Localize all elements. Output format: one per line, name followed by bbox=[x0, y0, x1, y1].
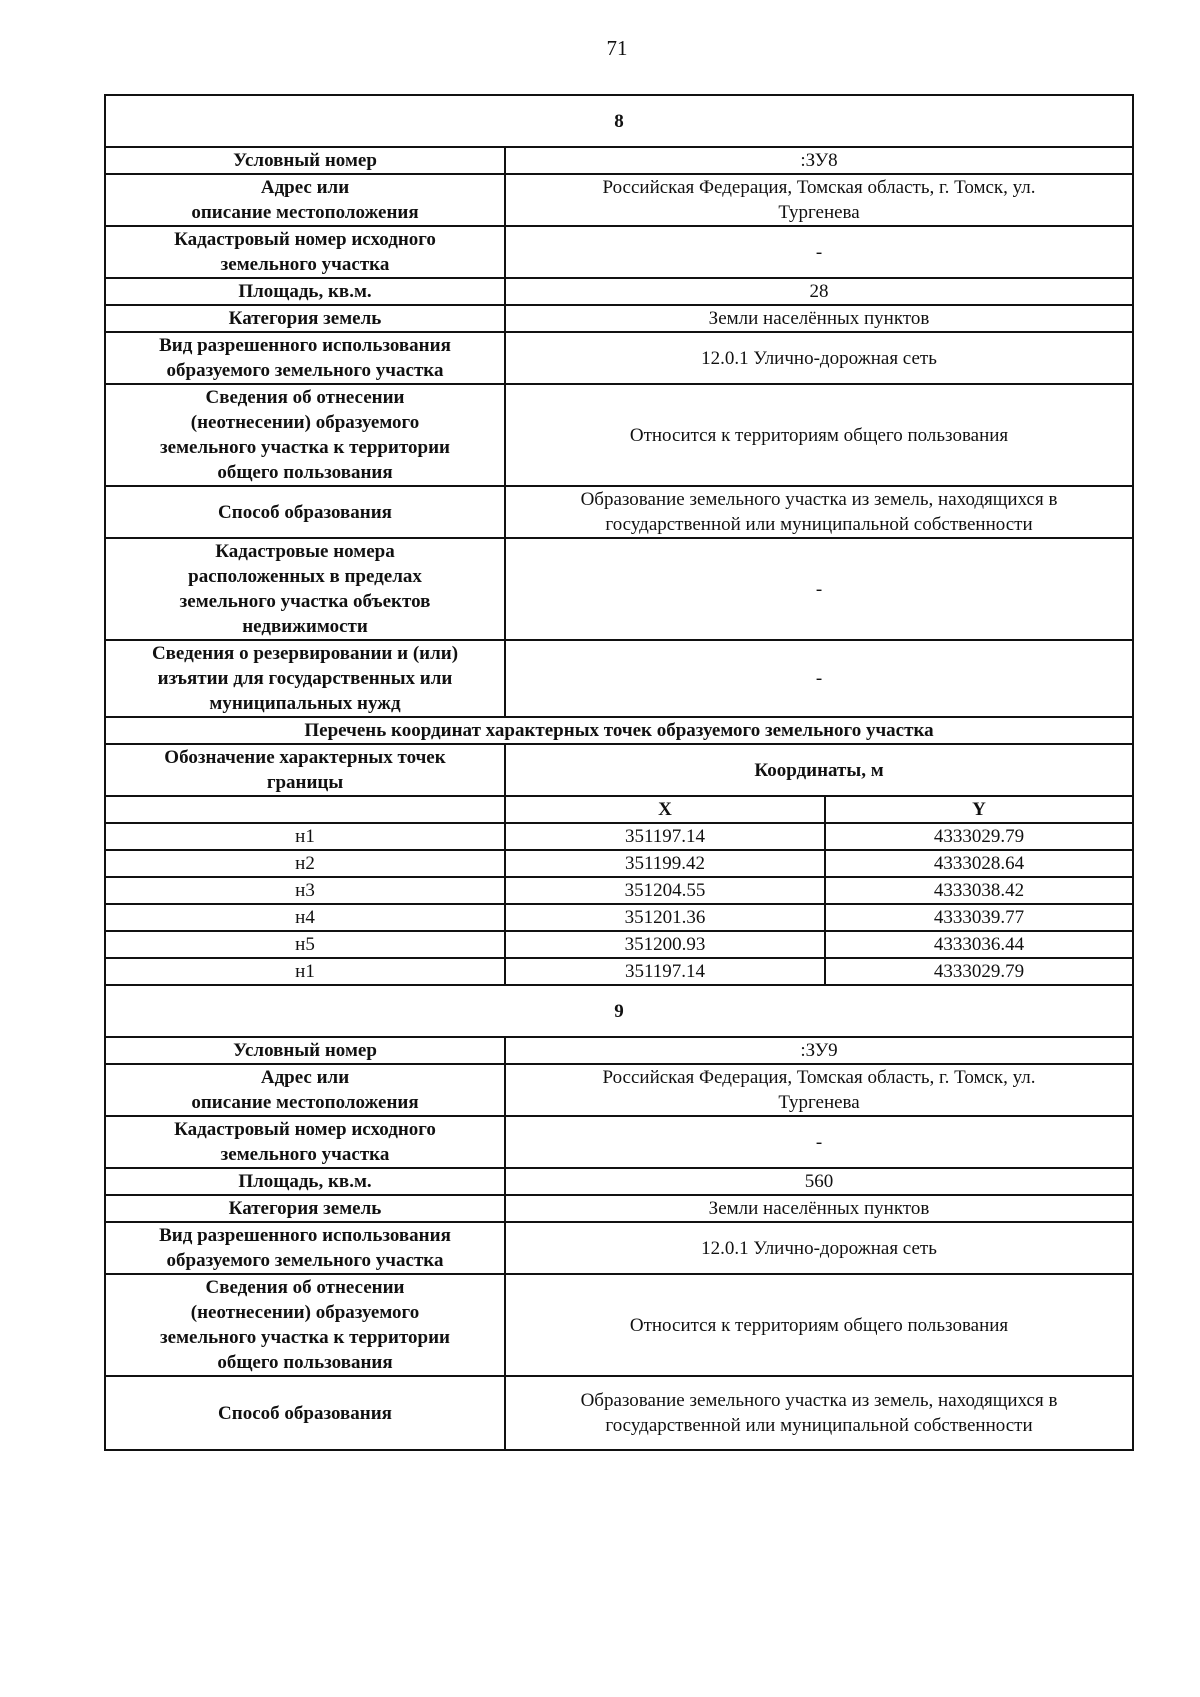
attribute-row bbox=[105, 538, 1133, 640]
table-row bbox=[105, 850, 1133, 877]
coords-header-x: X bbox=[505, 796, 825, 823]
attribute-row bbox=[105, 486, 1133, 538]
attribute-label: Условный номер bbox=[105, 1037, 505, 1064]
attribute-value: 560 bbox=[505, 1168, 1133, 1195]
point-y: 4333039.77 bbox=[825, 904, 1133, 931]
point-x: 351197.14 bbox=[505, 958, 825, 985]
attribute-value: - bbox=[505, 1116, 1133, 1168]
attribute-row bbox=[105, 332, 1133, 384]
attribute-label: Категория земель bbox=[105, 305, 505, 332]
attribute-label: Условный номер bbox=[105, 147, 505, 174]
parcel-header-row bbox=[105, 95, 1133, 147]
attribute-value: Относится к территориям общего пользования bbox=[505, 384, 1133, 486]
point-y: 4333036.44 bbox=[825, 931, 1133, 958]
coords-header-points: Обозначение характерных точек границы bbox=[105, 744, 505, 796]
attribute-row bbox=[105, 226, 1133, 278]
attribute-label: Вид разрешенного использования образуемого земельного участка bbox=[105, 332, 505, 384]
coords-header-row bbox=[105, 744, 1133, 796]
attribute-row bbox=[105, 1168, 1133, 1195]
attribute-row bbox=[105, 384, 1133, 486]
attribute-row bbox=[105, 1064, 1133, 1116]
attribute-row bbox=[105, 640, 1133, 717]
attribute-row bbox=[105, 1116, 1133, 1168]
attribute-value: Российская Федерация, Томская область, г. Томск, ул. Тургенева bbox=[505, 174, 1133, 226]
parcel-number: 9 bbox=[105, 985, 1133, 1037]
table-row bbox=[105, 877, 1133, 904]
attribute-row bbox=[105, 1195, 1133, 1222]
table-row bbox=[105, 823, 1133, 850]
attribute-label: Сведения о резервировании и (или) изъятии для государственных или муниципальных нужд bbox=[105, 640, 505, 717]
attribute-label: Сведения об отнесении (неотнесении) образуемого земельного участка к территории общего пользования bbox=[105, 384, 505, 486]
attribute-value: Образование земельного участка из земель, находящихся в государственной или муниципальной собственности bbox=[505, 1376, 1133, 1450]
attribute-row bbox=[105, 1037, 1133, 1064]
attribute-value: Российская Федерация, Томская область, г. Томск, ул. Тургенева bbox=[505, 1064, 1133, 1116]
point-name: н3 bbox=[105, 877, 505, 904]
point-y: 4333029.79 bbox=[825, 823, 1133, 850]
point-x: 351204.55 bbox=[505, 877, 825, 904]
coords-title: Перечень координат характерных точек образуемого земельного участка bbox=[105, 717, 1133, 744]
attribute-label: Способ образования bbox=[105, 486, 505, 538]
attribute-row bbox=[105, 305, 1133, 332]
attribute-label: Кадастровый номер исходного земельного участка bbox=[105, 1116, 505, 1168]
attribute-value: :ЗУ8 bbox=[505, 147, 1133, 174]
attribute-row bbox=[105, 278, 1133, 305]
attribute-value: 28 bbox=[505, 278, 1133, 305]
attribute-label: Категория земель bbox=[105, 1195, 505, 1222]
point-name: н1 bbox=[105, 823, 505, 850]
coords-xy-row bbox=[105, 796, 1133, 823]
coords-blank-cell bbox=[105, 796, 505, 823]
attribute-label: Площадь, кв.м. bbox=[105, 278, 505, 305]
point-x: 351197.14 bbox=[505, 823, 825, 850]
point-x: 351200.93 bbox=[505, 931, 825, 958]
attribute-row bbox=[105, 1222, 1133, 1274]
attribute-row bbox=[105, 147, 1133, 174]
attribute-value: - bbox=[505, 640, 1133, 717]
attribute-label: Площадь, кв.м. bbox=[105, 1168, 505, 1195]
point-name: н4 bbox=[105, 904, 505, 931]
point-y: 4333038.42 bbox=[825, 877, 1133, 904]
attribute-value: - bbox=[505, 226, 1133, 278]
attribute-value: :ЗУ9 bbox=[505, 1037, 1133, 1064]
table-row bbox=[105, 931, 1133, 958]
table-body bbox=[105, 95, 1133, 1450]
attribute-label: Сведения об отнесении (неотнесении) образуемого земельного участка к территории общего пользования bbox=[105, 1274, 505, 1376]
attribute-value: Земли населённых пунктов bbox=[505, 1195, 1133, 1222]
page-number: 71 bbox=[606, 36, 628, 60]
point-x: 351201.36 bbox=[505, 904, 825, 931]
attribute-row bbox=[105, 1376, 1133, 1450]
point-x: 351199.42 bbox=[505, 850, 825, 877]
attribute-label: Вид разрешенного использования образуемого земельного участка bbox=[105, 1222, 505, 1274]
attribute-row bbox=[105, 1274, 1133, 1376]
attribute-label: Способ образования bbox=[105, 1376, 505, 1450]
attribute-value: 12.0.1 Улично-дорожная сеть bbox=[505, 332, 1133, 384]
attribute-row bbox=[105, 174, 1133, 226]
point-name: н5 bbox=[105, 931, 505, 958]
point-name: н2 bbox=[105, 850, 505, 877]
point-y: 4333029.79 bbox=[825, 958, 1133, 985]
attribute-label: Кадастровые номера расположенных в пределах земельного участка объектов недвижимости bbox=[105, 538, 505, 640]
attribute-value: Образование земельного участка из земель, находящихся в государственной или муниципальной собственности bbox=[505, 486, 1133, 538]
point-name: н1 bbox=[105, 958, 505, 985]
parcel-header-row bbox=[105, 985, 1133, 1037]
attribute-label: Адрес или описание местоположения bbox=[105, 174, 505, 226]
point-y: 4333028.64 bbox=[825, 850, 1133, 877]
attribute-value: Относится к территориям общего пользования bbox=[505, 1274, 1133, 1376]
coords-header-coords: Координаты, м bbox=[505, 744, 1133, 796]
land-parcels-table bbox=[104, 94, 1134, 1451]
parcel-number: 8 bbox=[105, 95, 1133, 147]
coords-title-row bbox=[105, 717, 1133, 744]
attribute-value: - bbox=[505, 538, 1133, 640]
table-row bbox=[105, 958, 1133, 985]
coords-header-y: Y bbox=[825, 796, 1133, 823]
table-row bbox=[105, 904, 1133, 931]
attribute-value: Земли населённых пунктов bbox=[505, 305, 1133, 332]
attribute-value: 12.0.1 Улично-дорожная сеть bbox=[505, 1222, 1133, 1274]
attribute-label: Адрес или описание местоположения bbox=[105, 1064, 505, 1116]
attribute-label: Кадастровый номер исходного земельного участка bbox=[105, 226, 505, 278]
